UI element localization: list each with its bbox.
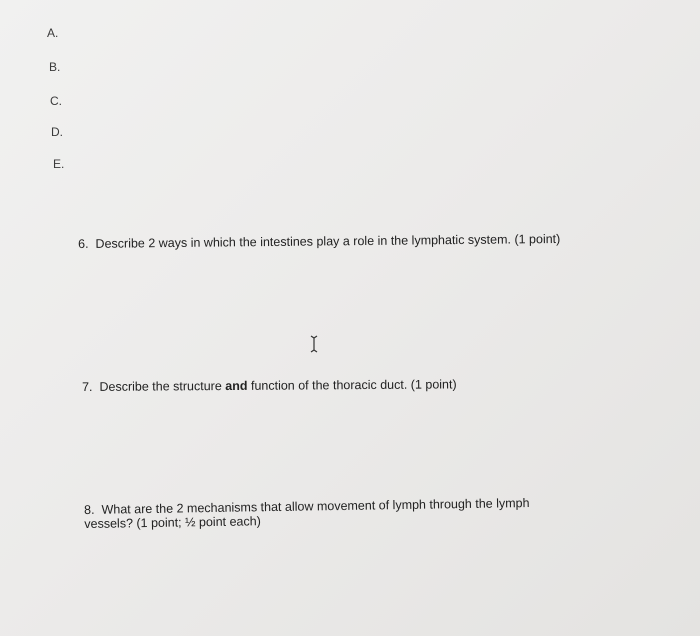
question-7-text-end: function of the thoracic duct. (1 point) xyxy=(247,377,457,393)
question-7-text-bold: and xyxy=(225,378,248,394)
question-8-number: 8. xyxy=(84,502,95,517)
question-8-text-line-1: What are the 2 mechanisms that allow movement of lymph through the lymph xyxy=(101,496,530,517)
question-8 xyxy=(84,495,604,531)
question-6-text: Describe 2 ways in which the intestines play a role in the lymphatic system. (1 point) xyxy=(95,231,561,251)
question-6 xyxy=(78,232,560,251)
question-6-number: 6. xyxy=(78,236,89,251)
option-e-label: E. xyxy=(53,157,65,171)
question-7 xyxy=(82,377,457,394)
text-cursor-icon xyxy=(309,335,319,353)
question-7-number: 7. xyxy=(82,379,93,394)
option-a-label: A. xyxy=(47,26,59,40)
option-b-label: B. xyxy=(49,60,61,74)
question-7-text-start: Describe the structure xyxy=(99,379,226,394)
question-8-text-line-2: vessels? (1 point; ½ point each) xyxy=(84,514,261,531)
option-c-label: C. xyxy=(50,94,62,108)
option-d-label: D. xyxy=(51,125,63,139)
